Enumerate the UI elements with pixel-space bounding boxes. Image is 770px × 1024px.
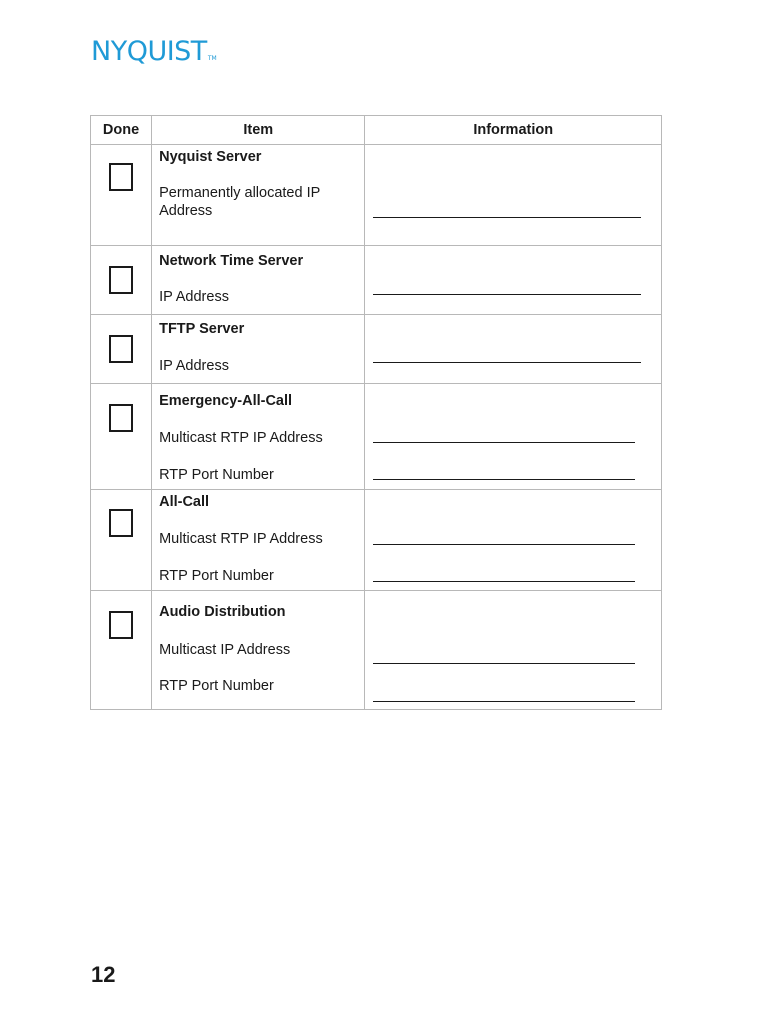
item-title: Audio Distribution xyxy=(159,604,286,620)
done-checkbox[interactable] xyxy=(109,163,133,191)
info-blank-line[interactable] xyxy=(373,581,635,582)
info-blank-line[interactable] xyxy=(373,701,635,702)
done-checkbox[interactable] xyxy=(109,335,133,363)
header-item: Item xyxy=(152,116,365,145)
item-field-label: IP Address xyxy=(159,289,229,305)
done-checkbox[interactable] xyxy=(109,509,133,537)
table-row xyxy=(91,490,662,591)
info-blank-line[interactable] xyxy=(373,294,641,295)
table-row xyxy=(91,315,662,384)
table-row xyxy=(91,591,662,710)
info-blank-line[interactable] xyxy=(373,663,635,664)
info-blank-line[interactable] xyxy=(373,217,641,218)
checklist-table xyxy=(90,115,662,710)
info-blank-line[interactable] xyxy=(373,442,635,443)
page-number: 12 xyxy=(91,962,116,987)
info-blank-line[interactable] xyxy=(373,362,641,363)
item-title: All-Call xyxy=(159,494,210,510)
header-information: Information xyxy=(365,116,662,145)
table-row xyxy=(91,246,662,315)
item-title: Network Time Server xyxy=(159,253,304,269)
table-header-row xyxy=(91,116,662,145)
item-field-label: Multicast RTP IP Address xyxy=(159,531,323,547)
table-row xyxy=(91,145,662,246)
item-title: Emergency-All-Call xyxy=(159,393,293,409)
item-field-label: Multicast RTP IP Address xyxy=(159,430,323,446)
info-blank-line[interactable] xyxy=(373,479,635,480)
nyquist-logo: NYQUISTTM xyxy=(91,36,217,67)
info-blank-line[interactable] xyxy=(373,544,635,545)
item-field-label: RTP Port Number xyxy=(159,678,274,694)
header-done: Done xyxy=(91,116,152,145)
item-field-label: IP Address xyxy=(159,358,229,374)
done-checkbox[interactable] xyxy=(109,404,133,432)
item-title: Nyquist Server xyxy=(159,149,262,165)
item-field-label: RTP Port Number xyxy=(159,568,274,584)
done-checkbox[interactable] xyxy=(109,611,133,639)
item-field-label: Multicast IP Address xyxy=(159,642,291,658)
item-field-label: RTP Port Number xyxy=(159,467,274,483)
item-field-label: Permanently allocated IP Address xyxy=(159,185,321,219)
done-checkbox[interactable] xyxy=(109,266,133,294)
item-title: TFTP Server xyxy=(159,321,245,337)
table-row xyxy=(91,384,662,490)
